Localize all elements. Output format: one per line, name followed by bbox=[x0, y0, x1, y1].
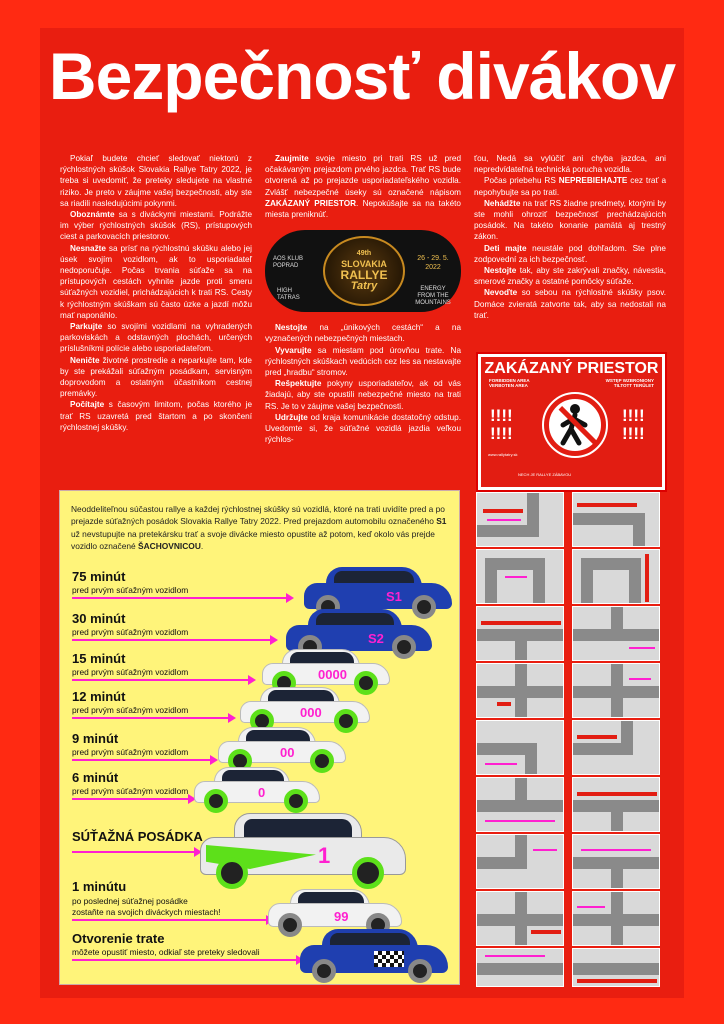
sign-website: www.rallytatry.sk bbox=[488, 452, 518, 457]
paragraph: Parkujte so svojími vozidlami na vyhradených parkoviskách a odstavných plochách, určených príslušníkmi polície alebo usporiadateľom. bbox=[60, 322, 252, 354]
diagram-hairpin-2 bbox=[572, 549, 660, 604]
diagram-split-1 bbox=[476, 891, 564, 946]
logo-club: AOS KLUB POPRAD bbox=[273, 256, 304, 270]
row-sub-9: pred prvým súťažným vozidlom bbox=[72, 747, 189, 757]
paragraph: Udržujte od kraja komunikácie dostatočný odstup. Uvedomte si, že súťažné vozidlá jazdia veľkou rýchlos- bbox=[265, 412, 461, 445]
schedule-panel bbox=[59, 490, 460, 985]
row-title-6: 6 minút bbox=[72, 770, 119, 785]
paragraph: Deti majte neustále pod dohľadom. Ste plne zodpovední za ich bezpečnosť. bbox=[474, 243, 666, 264]
row-title-12: 12 minút bbox=[72, 689, 126, 704]
column-2 bbox=[265, 153, 461, 445]
row-title-1: 1 minútu bbox=[72, 879, 127, 894]
sign-subtitles: FORBIDDEN AREA VERBOTEN AREA WSTĘP WZBRONIONY TILTOTT TERÜLET bbox=[489, 378, 654, 388]
checkered-flag-icon bbox=[374, 951, 404, 967]
row-title-30: 30 minút bbox=[72, 611, 126, 626]
logo-title: 49th SLOVAKIA RALLYE Tatry bbox=[340, 250, 388, 293]
arrow-open bbox=[72, 959, 298, 961]
car-0000: 0000 bbox=[262, 647, 390, 693]
arrow-crew bbox=[72, 851, 196, 853]
logo-high-tatras: HIGH TATRAS bbox=[277, 288, 300, 302]
exclamation-left: !!!! bbox=[490, 406, 513, 425]
diagram-cross-1 bbox=[476, 663, 564, 718]
exclamation-right-2: !!!! bbox=[622, 424, 645, 443]
row-sub-1b: zostaňte na svojich diváckych miestach! bbox=[72, 907, 221, 917]
row-sub-75: pred prvým súťažným vozidlom bbox=[72, 585, 189, 595]
row-sub-6: pred prvým súťažným vozidlom bbox=[72, 786, 189, 796]
paragraph: Nesnažte sa prísť na rýchlostnú skúšku alebo jej úsek svojím vozidlom, ak to usporiadateľ nedoporučuje. Počas trvania súťaže sa na prístupových cestách vyhnite jazde proti smeru súťažných vozidiel, prichádzajúcich k trati RS. Cesty k rýchlostným skúškam sú často úzke a jazdí môžu mať naponáhlo. bbox=[60, 243, 252, 320]
paragraph: Nevoďte so sebou na rýchlostné skúšky psov. Domáce zvieratá zatvorte tak, aby sa nedostali na trať. bbox=[474, 288, 666, 320]
diagram-cross-2 bbox=[572, 663, 660, 718]
diagram-split-2 bbox=[572, 891, 660, 946]
forbidden-area-sign bbox=[476, 352, 667, 492]
diagram-tee-2 bbox=[572, 777, 660, 832]
row-title-open: Otvorenie trate bbox=[72, 931, 165, 946]
diagram-straight bbox=[572, 948, 660, 987]
row-title-crew: SÚŤAŽNÁ POSÁDKA bbox=[72, 829, 203, 844]
exclamation-left-2: !!!! bbox=[490, 424, 513, 443]
paragraph: Neničte životné prostredie a neparkujte tam, kde by ste prekážali súťažným posádkam, servisným doprovodom a ostatným účastníkom cestnej premávky. bbox=[60, 355, 252, 399]
diagram-curve-2 bbox=[572, 492, 660, 547]
car-00: 00 bbox=[218, 725, 346, 771]
car-crew-1: 1 bbox=[200, 809, 406, 891]
row-sub-1: po poslednej súťažnej posádke bbox=[72, 896, 188, 906]
arrow-15 bbox=[72, 679, 250, 681]
logo-dates: 26 - 29. 5. 2022 bbox=[417, 255, 449, 272]
paragraph: Oboznámte sa s diváckymi miestami. Podrážte im výber rýchlostných skúšok (RS), prístupových ciest a parkovacích priestorov. bbox=[60, 210, 252, 242]
schedule-intro: Neoddeliteľnou súčastou rallye a každej rýchlostnej skúšky sú vozidlá, ktoré na trati uvidíte pred a po prejazde súťažných posádok Slovakia Rallye Tatry 2022. Pred prejazdom automobilu označeného S1 už nevstupujte na pretekársku trať a svoje divácke miesto opustite až potom, keď okolo vás prejde vozidlo označené ŠACHOVNICOU. bbox=[71, 504, 447, 552]
row-sub-12: pred prvým súťažným vozidlom bbox=[72, 705, 189, 715]
exclamation-right: !!!! bbox=[622, 406, 645, 425]
diagram-bend-2 bbox=[572, 834, 660, 889]
diagram-junction-1 bbox=[476, 606, 564, 661]
page-title: Bezpečnosť divákov bbox=[48, 39, 676, 113]
sign-panel bbox=[481, 357, 662, 487]
row-title-9: 9 minút bbox=[72, 731, 119, 746]
car-000: 000 bbox=[240, 685, 370, 731]
diagram-s-bend bbox=[476, 948, 564, 987]
paragraph: Vyvarujte sa miestam pod úrovňou trate. Na rýchlostných skúškach vedúcich cez les sa nestavajte pred „hradbu“ stromov. bbox=[265, 345, 461, 378]
paragraph: ťou, Nedá sa vylúčiť ani chyba jazdca, ani nepredvídateľná technická porucha vozidla. bbox=[474, 154, 666, 175]
diagram-tee-1 bbox=[476, 777, 564, 832]
column-1 bbox=[60, 153, 252, 433]
car-s2: S2 bbox=[286, 607, 432, 659]
arrow-9 bbox=[72, 759, 212, 761]
arrow-12 bbox=[72, 717, 230, 719]
arrow-30 bbox=[72, 639, 272, 641]
row-title-15: 15 minút bbox=[72, 651, 126, 666]
arrow-6 bbox=[72, 798, 190, 800]
car-99: 99 bbox=[268, 887, 402, 935]
no-pedestrian-icon bbox=[544, 394, 606, 456]
paragraph: Rešpektujte pokyny usporiadateľov, ak od vás žiadajú, aby ste opustili nebezpečné miesto na trati RS. Je to v záujme vašej bezpečnosti. bbox=[265, 379, 461, 411]
paragraph: Pokiaľ budete chcieť sledovať niektorú z rýchlostných skúšok Slovakia Rallye Tatry 2022, je treba si uvedomiť, že preteky sledujete na vlastné riziko. Je preto v záujme vašej bezpečnosti, aby ste sa riadili nasledujúcimi pokynmi. bbox=[60, 154, 252, 208]
paragraph: Počítajte s časovým limitom, počas ktorého je trať RS uzavretá pred štartom a po skončení rýchlostnej skúšky. bbox=[60, 400, 252, 432]
paragraph: Zaujmite svoje miesto pri trati RS už pred očakávaným prejazdom prvého jazdca. Trať RS bude otvorená až po prejazde usporiadateľského vozidla. Zvlášť nebezpečné úseky sú označené nápisom ZAKÁZANÝ PRIESTOR. Nepokúšajte sa na takéto miesta preniknúť. bbox=[265, 154, 461, 220]
diagram-hairpin-1 bbox=[476, 549, 564, 604]
car-0: 0 bbox=[194, 765, 320, 811]
diagram-bend-1 bbox=[476, 834, 564, 889]
sign-footer: NECH JE RALLYE ZÁBAVOU bbox=[518, 472, 572, 477]
column-3 bbox=[474, 153, 666, 321]
rallye-logo bbox=[265, 230, 461, 312]
car-checkered bbox=[300, 927, 448, 983]
car-s1: S1 bbox=[304, 565, 452, 619]
row-title-75: 75 minút bbox=[72, 569, 126, 584]
paragraph: Nestojte tak, aby ste zakrývali značky, návestia, smerové značky a ostatné pomôcky súťaže. bbox=[474, 266, 666, 287]
arrow-75 bbox=[72, 597, 288, 599]
row-sub-30: pred prvým súťažným vozidlom bbox=[72, 627, 189, 637]
paragraph: Nehádžte na trať RS žiadne predmety, ktorými by ste mohli ohroziť bezpečnosť prechádzajúcich posádok. Na takéto konanie pamätá aj trestný zákon. bbox=[474, 198, 666, 242]
arrow-1 bbox=[72, 919, 268, 921]
diagram-curve-1 bbox=[476, 492, 564, 547]
paragraph: Počas priebehu RS NEPREBIEHAJTE cez trať a nepohybujte sa po trati. bbox=[474, 176, 666, 197]
diagram-corner-2 bbox=[572, 720, 660, 775]
safe-zone-diagrams bbox=[476, 492, 667, 987]
sign-title: ZAKÁZANÝ PRIESTOR bbox=[484, 360, 659, 377]
diagram-junction-2 bbox=[572, 606, 660, 661]
row-sub-15: pred prvým súťažným vozidlom bbox=[72, 667, 189, 677]
diagram-corner-1 bbox=[476, 720, 564, 775]
logo-slogan: ENERGY FROM THE MOUNTAINS bbox=[415, 286, 451, 307]
paragraph: Nestojte na „únikových cestách“ a na vyznačených nebezpečných miestach. bbox=[265, 323, 461, 344]
row-sub-open: môžete opustiť miesto, odkiaľ ste preteky sledovali bbox=[72, 947, 260, 957]
